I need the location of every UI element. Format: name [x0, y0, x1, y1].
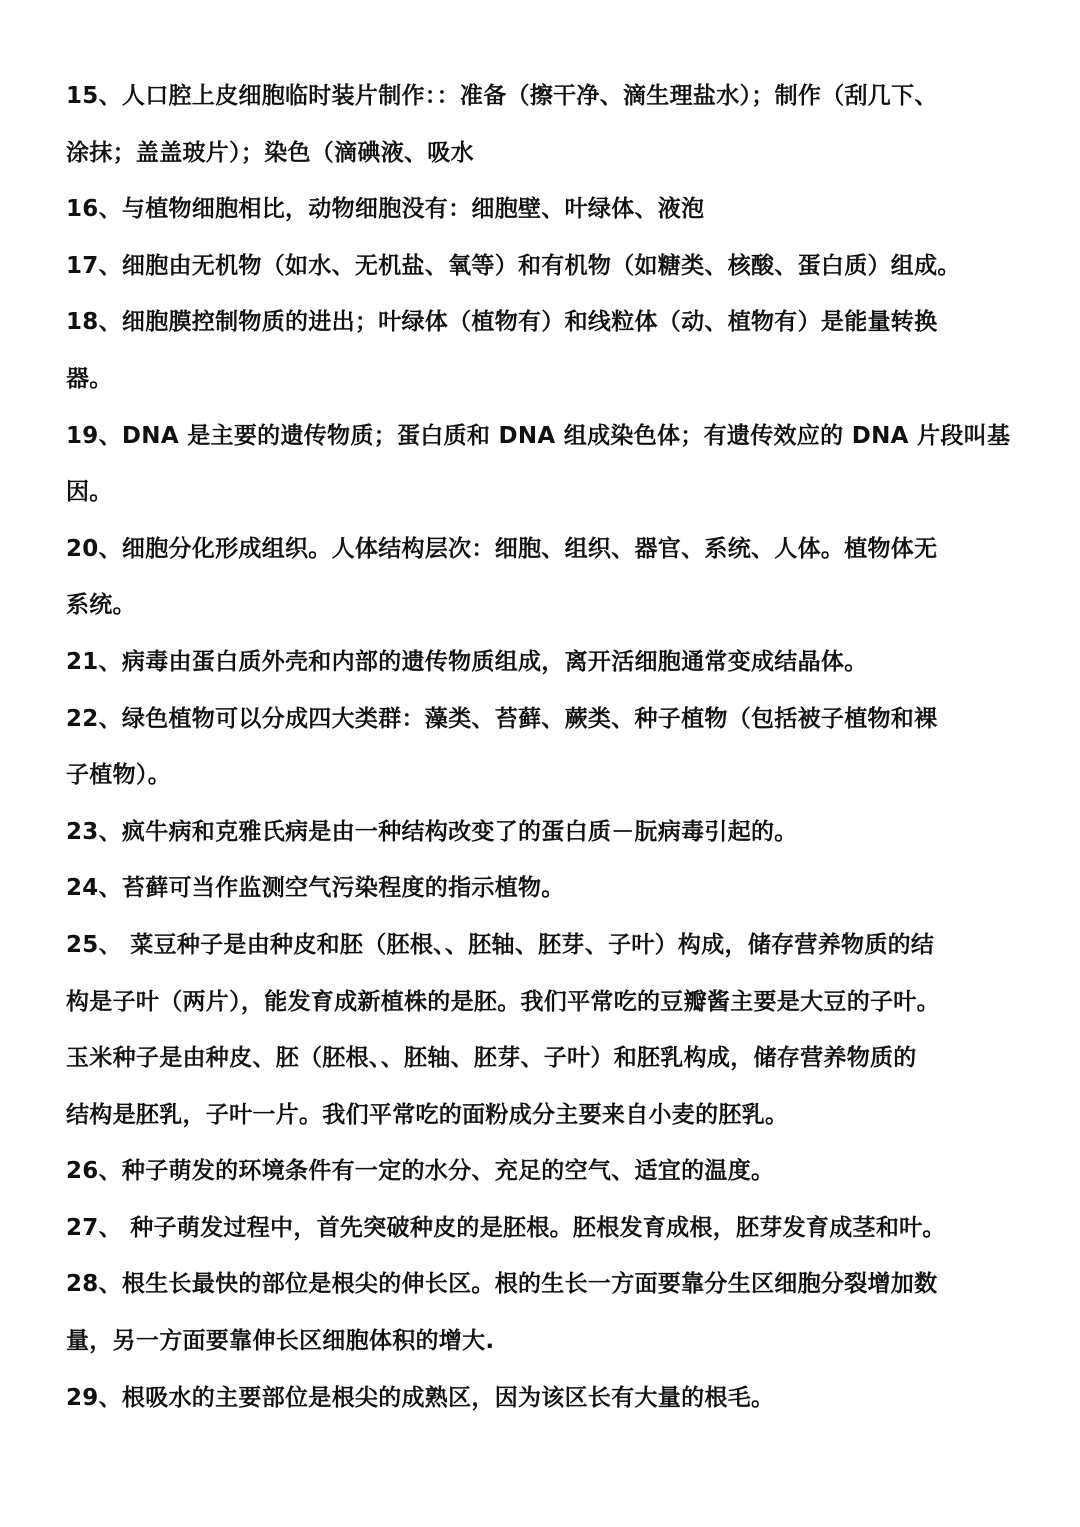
text-line: 16、与植物细胞相比，动物细胞没有：细胞壁、叶绿体、液泡: [66, 196, 705, 223]
text-line: 玉米种子是由种皮、胚（胚根、、胚轴、胚芽、子叶）和胚乳构成，储存营养物质的: [66, 1045, 917, 1072]
text-line: 24、苔藓可当作监测空气污染程度的指示植物。: [66, 875, 565, 902]
text-line: 量，另一方面要靠伸长区细胞体积的增大.: [66, 1328, 495, 1355]
text-line: 涂抹；盖盖玻片）；染色（滴碘液、吸水: [66, 139, 474, 166]
text-line: 构是子叶（两片），能发育成新植株的是胚。我们平常吃的豆瓣酱主要是大豆的子叶。: [66, 988, 940, 1015]
text-line: 20、细胞分化形成组织。人体结构层次：细胞、组织、器官、系统、人体。植物体无: [66, 535, 938, 562]
text-line: 子植物）。: [66, 762, 171, 789]
text-line: 25、 菜豆种子是由种皮和胚（胚根、、胚轴、胚芽、子叶）构成，储存营养物质的结: [66, 931, 935, 958]
text-line: 19、DNA 是主要的遗传物质；蛋白质和 DNA 组成染色体；有遗传效应的 DNA 片段叫基: [66, 422, 1011, 449]
text-line: 17、细胞由无机物（如水、无机盐、氧等）和有机物（如糖类、核酸、蛋白质）组成。: [66, 252, 961, 279]
text-line: 18、细胞膜控制物质的进出；叶绿体（植物有）和线粒体（动、植物有）是能量转换: [66, 309, 938, 336]
text-line: 结构是胚乳，子叶一片。我们平常吃的面粉成分主要来自小麦的胚乳。: [66, 1101, 789, 1128]
text-line: 15、人口腔上皮细胞临时装片制作：：准备（擦干净、滴生理盐水）；制作（刮几下、: [66, 83, 938, 109]
text-line: 因。: [66, 479, 113, 506]
text-line: 27、 种子萌发过程中，首先突破种皮的是胚根。胚根发育成根，胚芽发育成茎和叶。: [66, 1214, 946, 1241]
text-line: 器。: [66, 365, 113, 392]
text-line: 29、根吸水的主要部位是根尖的成熟区，因为该区长有大量的根毛。: [66, 1384, 775, 1411]
text-line: 系统。: [66, 592, 136, 619]
text-line: 23、疯牛病和克雅氏病是由一种结构改变了的蛋白质－朊病毒引起的。: [66, 818, 798, 845]
document-body: [66, 68, 1018, 1426]
text-line: 21、病毒由蛋白质外壳和内部的遗传物质组成，离开活细胞通常变成结晶体。: [66, 648, 868, 675]
text-line: 22、绿色植物可以分成四大类群：藻类、苔藓、蕨类、种子植物（包括被子植物和裸: [66, 705, 938, 732]
text-line: 26、种子萌发的环境条件有一定的水分、充足的空气、适宜的温度。: [66, 1158, 775, 1185]
text-line: 28、根生长最快的部位是根尖的伸长区。根的生长一方面要靠分生区细胞分裂增加数: [66, 1271, 938, 1298]
